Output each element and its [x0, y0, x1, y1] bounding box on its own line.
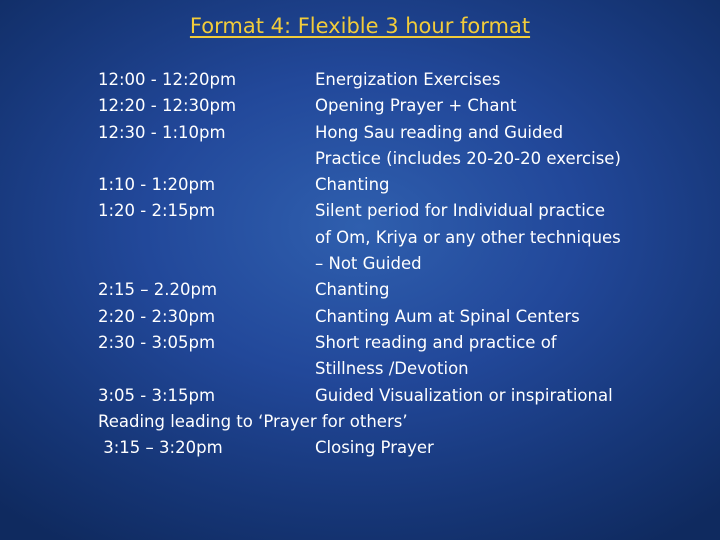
time-slot: 2:20 - 2:30pm	[98, 306, 216, 326]
time-slot: 3:05 - 3:15pm	[98, 385, 216, 405]
time-slot	[98, 225, 315, 251]
activity: Practice (includes 20-20-20 exercise)	[315, 148, 621, 168]
activity: Stillness /Devotion	[315, 359, 469, 379]
schedule-row	[98, 225, 698, 251]
schedule-row	[98, 146, 698, 172]
activity: Energization Exercises	[315, 70, 501, 89]
activity: Short reading and practice of	[315, 332, 557, 352]
activity: Guided Visualization or inspirational	[315, 385, 613, 405]
schedule-row	[98, 120, 698, 146]
continuation-line: Reading leading to ‘Prayer for others’	[98, 411, 408, 431]
schedule-row	[98, 198, 698, 224]
slide-title: Format 4: Flexible 3 hour format	[189, 14, 531, 38]
schedule	[98, 67, 698, 461]
time-slot: 12:30 - 1:10pm	[98, 122, 226, 142]
time-slot: 1:20 - 2:15pm	[98, 201, 216, 221]
schedule-row	[98, 172, 698, 198]
schedule-row	[98, 383, 698, 409]
activity: Chanting	[315, 280, 390, 300]
schedule-row	[98, 330, 698, 356]
schedule-row	[98, 67, 698, 93]
activity: Opening Prayer + Chant	[315, 96, 517, 116]
activity: Chanting	[315, 175, 390, 195]
time-slot: 2:15 – 2.20pm	[98, 280, 218, 300]
schedule-row	[98, 277, 698, 303]
time-slot: 2:30 - 3:05pm	[98, 332, 216, 352]
activity: of Om, Kriya or any other techniques	[315, 227, 621, 247]
schedule-row	[98, 251, 698, 277]
time-slot	[98, 251, 315, 277]
time-slot	[98, 356, 315, 382]
time-slot: 12:00 - 12:20pm	[98, 70, 237, 89]
time-slot: 1:10 - 1:20pm	[98, 175, 216, 195]
schedule-row	[98, 93, 698, 119]
time-slot	[98, 146, 315, 172]
schedule-row	[98, 304, 698, 330]
activity: Closing Prayer	[315, 438, 434, 458]
time-slot: 3:15 – 3:20pm	[98, 438, 223, 458]
activity: Chanting Aum at Spinal Centers	[315, 306, 580, 326]
schedule-row	[98, 435, 698, 461]
activity: Silent period for Individual practice	[315, 201, 606, 221]
time-slot: 12:20 - 12:30pm	[98, 96, 237, 116]
activity: – Not Guided	[315, 254, 422, 274]
activity: Hong Sau reading and Guided	[315, 122, 564, 142]
schedule-row	[98, 356, 698, 382]
